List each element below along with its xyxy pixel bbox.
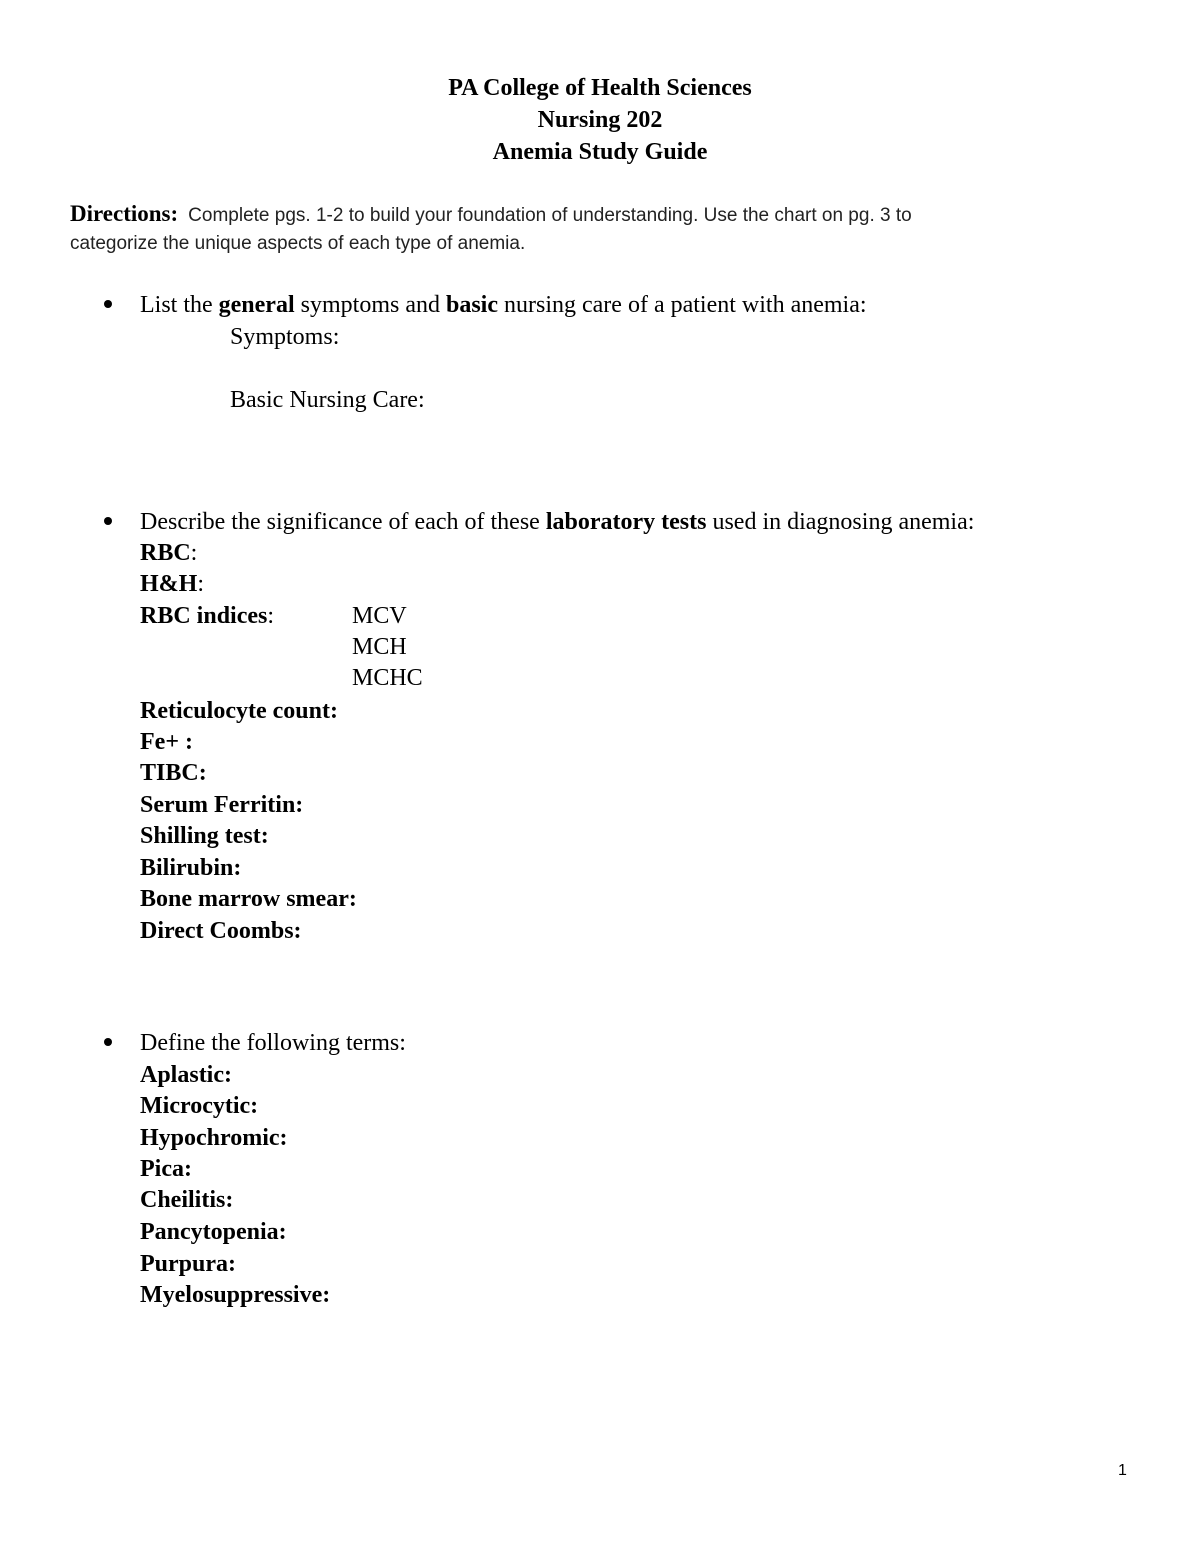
nursing-care-label: Basic Nursing Care: xyxy=(230,387,425,413)
directions-text-2: categorize the unique aspects of each type of anemia. xyxy=(70,233,526,254)
lab-item: TIBC: xyxy=(140,760,207,786)
index-item-mch: MCH xyxy=(352,634,407,660)
term-item: Pancytopenia: xyxy=(140,1219,287,1245)
question-text: List the xyxy=(140,292,219,318)
lab-item: Shilling test: xyxy=(140,823,269,849)
directions-line-2 xyxy=(70,229,525,258)
lab-item: Fe+ : xyxy=(140,729,193,755)
lab-label: H&H xyxy=(140,571,198,597)
lab-item-hh xyxy=(140,569,204,599)
course-title: Nursing 202 xyxy=(537,107,663,133)
directions-line-1 xyxy=(70,200,912,230)
page-number: 1 xyxy=(1118,1462,1127,1479)
question-bold: general xyxy=(218,292,295,318)
question-text: nursing care of a patient with anemia: xyxy=(498,292,867,318)
lab-item: Bone marrow smear: xyxy=(140,886,357,912)
question-text: Describe the significance of each of these xyxy=(140,509,546,535)
lab-item-rbc-indices xyxy=(140,601,274,631)
term-item: Hypochromic: xyxy=(140,1125,288,1151)
index-item-mchc: MCHC xyxy=(352,665,423,691)
term-item: Microcytic: xyxy=(140,1093,259,1119)
bullet-icon xyxy=(104,300,112,308)
lab-item: Direct Coombs: xyxy=(140,918,302,944)
index-item-mcv: MCV xyxy=(352,603,407,629)
question-lab-tests xyxy=(140,507,974,537)
directions-label: Directions: xyxy=(70,201,179,226)
lab-item: Reticulocyte count: xyxy=(140,698,338,724)
bullet-icon xyxy=(104,1038,112,1046)
term-item: Myelosuppressive: xyxy=(140,1282,331,1308)
colon: : xyxy=(197,571,204,597)
question-general-symptoms xyxy=(140,290,867,320)
term-item: Aplastic: xyxy=(140,1062,232,1088)
lab-item-rbc xyxy=(140,538,197,568)
question-bold: basic xyxy=(445,292,498,318)
college-name: PA College of Health Sciences xyxy=(448,75,752,101)
lab-label: RBC xyxy=(140,540,191,566)
page-title: Anemia Study Guide xyxy=(492,139,708,165)
lab-item: Serum Ferritin: xyxy=(140,792,304,818)
lab-item: Bilirubin: xyxy=(140,855,242,881)
question-text: symptoms and xyxy=(294,292,446,318)
bullet-icon xyxy=(104,517,112,525)
term-item: Purpura: xyxy=(140,1251,236,1277)
question-bold: laboratory tests xyxy=(545,509,707,535)
question-define-terms: Define the following terms: xyxy=(140,1030,406,1056)
lab-label: RBC indices xyxy=(140,603,268,629)
term-item: Pica: xyxy=(140,1156,192,1182)
symptoms-label: Symptoms: xyxy=(230,324,340,350)
colon: : xyxy=(190,540,198,566)
question-text: used in diagnosing anemia: xyxy=(706,509,975,535)
term-item: Cheilitis: xyxy=(140,1187,234,1213)
colon: : xyxy=(267,603,275,629)
directions-text-1: Complete pgs. 1-2 to build your foundation of understanding. Use the chart on pg. 3 to xyxy=(188,205,912,226)
